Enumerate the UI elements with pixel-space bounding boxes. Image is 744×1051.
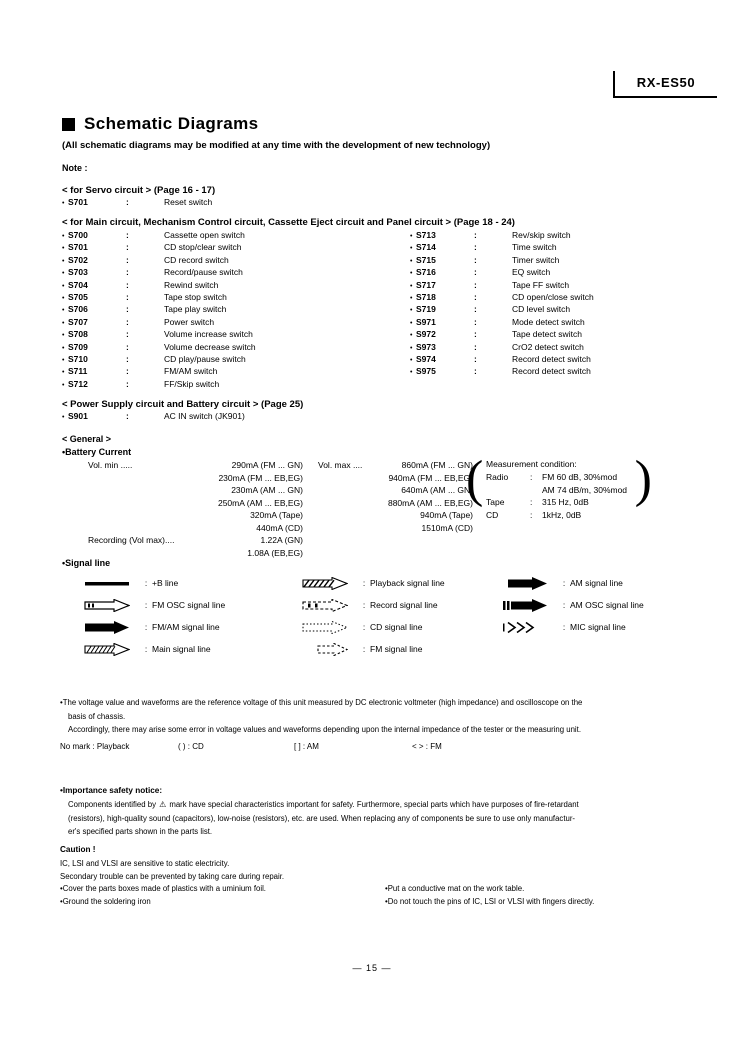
switch-description: Tape FF switch	[512, 279, 570, 290]
measurement-colon: :	[530, 509, 533, 520]
switch-row	[410, 255, 594, 267]
switch-colon: :	[474, 230, 477, 240]
signal-legend-row	[82, 572, 292, 594]
signal-legend-colon: :	[144, 578, 148, 588]
battery-current-line	[88, 510, 303, 523]
bullet-icon: •	[410, 332, 413, 340]
battery-current-value: 230mA (AM ... GN)	[231, 485, 303, 495]
battery-current-line	[88, 498, 303, 511]
measurement-marker-legend	[60, 742, 480, 751]
battery-current-value: 1.22A (GN)	[260, 535, 303, 545]
bullet-icon: •	[62, 307, 65, 315]
switch-colon: :	[474, 291, 477, 302]
model-number-box	[613, 71, 717, 98]
signal-legend-column-2	[300, 572, 490, 660]
switch-row	[62, 242, 256, 254]
vol-min-label: Vol. min .....	[88, 460, 133, 470]
switch-colon: :	[126, 304, 129, 315]
bullet-icon: •	[62, 233, 65, 240]
switch-id: S704	[68, 279, 88, 290]
switch-row	[62, 292, 256, 304]
measurement-row	[486, 485, 627, 498]
battery-current-value: 940mA (FM ... EB,EG)	[388, 472, 473, 483]
signal-legend-column-1	[82, 572, 292, 660]
main-circuit-heading: < for Main circuit, Mechanism Control circuit, Cassette Eject circuit and Panel circuit > (Page 18 - 24)	[62, 217, 515, 228]
switch-id: S718	[416, 291, 436, 302]
battery-vol-max-block	[318, 460, 473, 535]
signal-legend-colon: :	[144, 600, 148, 610]
bullet-icon: •	[62, 245, 65, 253]
signal-legend-row	[300, 616, 490, 638]
model-number: RX-ES50	[636, 75, 696, 90]
safety-notice-line-1	[68, 798, 708, 812]
switch-description: Record detect switch	[512, 353, 591, 364]
bullet-icon: •	[62, 332, 65, 340]
outline-arrow-fm-icon	[300, 642, 358, 656]
switch-colon: :	[474, 341, 477, 352]
switch-description: Cassette open switch	[164, 230, 245, 240]
square-bullet-icon	[62, 118, 75, 131]
switch-colon: :	[126, 378, 129, 389]
battery-current-value: 290mA (FM ... GN)	[231, 460, 303, 470]
switch-row	[62, 230, 256, 242]
switch-colon: :	[126, 197, 129, 207]
battery-vol-min-block	[88, 460, 303, 560]
signal-legend-label: FM signal line	[370, 644, 423, 654]
switch-description: Tape stop switch	[164, 291, 227, 302]
switch-id: S719	[416, 304, 436, 315]
measurement-condition-rows	[486, 472, 627, 522]
switch-row	[410, 304, 594, 316]
signal-legend-row	[300, 572, 490, 594]
measurement-row	[486, 510, 627, 523]
battery-current-line	[88, 535, 303, 548]
bullet-icon: •	[410, 307, 413, 315]
switch-id: S705	[68, 291, 88, 302]
switch-description: AC IN switch (JK901)	[164, 411, 245, 421]
signal-legend-row	[82, 616, 292, 638]
measurement-label	[486, 485, 530, 498]
switch-id: S711	[68, 366, 88, 377]
switch-row	[62, 379, 256, 391]
switch-description: FF/Skip switch	[164, 378, 220, 389]
battery-current-value: 640mA (AM ... GN)	[401, 485, 473, 495]
switch-row	[62, 329, 256, 341]
caution-item: •Put a conductive mat on the work table.	[385, 884, 525, 893]
signal-legend-colon: :	[144, 644, 148, 654]
bullet-icon: •	[62, 344, 65, 352]
switch-colon: :	[126, 291, 129, 302]
power-supply-circuit-heading: < Power Supply circuit and Battery circuit > (Page 25)	[62, 399, 304, 410]
dashed-arrow-record-icon	[300, 598, 358, 612]
switch-description: Record/pause switch	[164, 267, 243, 278]
switch-id: S973	[416, 341, 436, 352]
bullet-icon: •	[62, 414, 65, 421]
measurement-value: 1kHz, 0dB	[542, 509, 582, 520]
switch-row	[62, 366, 256, 378]
switch-row	[410, 354, 594, 366]
bullet-icon: •	[410, 319, 413, 327]
signal-legend-row	[82, 638, 292, 660]
switch-description: Mode detect switch	[512, 316, 585, 327]
switch-description: CD play/pause switch	[164, 353, 246, 364]
bullet-icon: •	[62, 282, 65, 290]
switch-description: Tape play switch	[164, 304, 227, 315]
battery-current-line	[88, 473, 303, 486]
servo-circuit-heading: < for Servo circuit > (Page 16 - 17)	[62, 185, 216, 196]
switch-id: S708	[68, 329, 88, 340]
switch-id: S701	[68, 197, 88, 207]
switch-description: FM/AM switch	[164, 366, 218, 377]
bullet-icon: •	[410, 257, 413, 265]
battery-current-line	[88, 460, 303, 473]
switch-id: S975	[416, 366, 436, 377]
switch-colon: :	[474, 304, 477, 315]
signal-line-heading: •Signal line	[62, 558, 111, 568]
switch-colon: :	[126, 353, 129, 364]
measurement-condition-title: Measurement condition:	[486, 459, 577, 469]
bullet-icon: •	[410, 270, 413, 278]
measurement-value: AM 74 dB/m, 30%mod	[542, 484, 628, 495]
switch-description: CD open/close switch	[512, 291, 594, 302]
general-heading: < General >	[62, 434, 112, 444]
signal-legend-row	[500, 616, 700, 638]
page-footer: — 15 —	[352, 963, 392, 973]
switch-id: S974	[416, 353, 436, 364]
switch-colon: :	[126, 279, 129, 290]
switch-description: CD record switch	[164, 254, 229, 265]
page-title-text: Schematic Diagrams	[84, 114, 259, 133]
signal-legend-colon: :	[362, 600, 366, 610]
signal-legend-row	[300, 594, 490, 616]
switch-id: S701	[68, 242, 88, 253]
signal-legend-label: CD signal line	[370, 622, 423, 632]
switch-description: Time switch	[512, 242, 557, 253]
battery-current-value: 940mA (Tape)	[420, 510, 473, 520]
signal-legend-row	[500, 594, 700, 616]
switch-id: S971	[416, 316, 436, 327]
switch-description: Rewind switch	[164, 279, 219, 290]
battery-current-value: 320mA (Tape)	[250, 510, 303, 520]
safety-notice-heading: •Importance safety notice:	[60, 786, 163, 795]
switch-colon: :	[474, 316, 477, 327]
switch-colon: :	[126, 230, 129, 240]
caution-body	[60, 857, 700, 883]
switch-id: S716	[416, 267, 436, 278]
power-supply-switch-list	[62, 411, 245, 423]
solid-arrow-am-icon	[500, 576, 558, 590]
switch-colon: :	[126, 366, 129, 377]
signal-legend-label: FM/AM signal line	[152, 622, 220, 632]
switch-id: S713	[416, 230, 436, 240]
measurement-condition-box	[466, 451, 652, 530]
safety-notice-line-3: er's specified parts shown in the parts list.	[68, 827, 213, 836]
bullet-icon: •	[410, 233, 413, 240]
signal-legend-label: AM OSC signal line	[570, 600, 644, 610]
battery-current-line	[318, 485, 473, 498]
voltage-note-line-2: basis of chassis.	[68, 711, 126, 721]
caution-item: •Ground the soldering iron	[60, 897, 151, 907]
battery-current-line	[88, 485, 303, 498]
switch-row	[410, 366, 594, 378]
battery-current-value: 880mA (AM ... EB,EG)	[387, 497, 473, 508]
switch-id: S709	[68, 341, 88, 352]
signal-legend-colon: :	[362, 578, 366, 588]
measurement-row	[486, 497, 627, 510]
bullet-icon: •	[410, 282, 413, 290]
voltage-note-line-1: •The voltage value and waveforms are the reference voltage of this unit measured by DC electronic voltmeter (high impedance) and oscilloscope on the	[60, 698, 583, 707]
switch-row	[62, 280, 256, 292]
measurement-colon	[530, 485, 542, 498]
bullet-icon: •	[410, 294, 413, 302]
switch-colon: :	[126, 411, 129, 421]
caution-item: •Cover the parts boxes made of plastics with a uminium foil.	[60, 884, 266, 893]
bullet-icon: •	[410, 369, 413, 377]
switch-id: S700	[68, 230, 88, 240]
switch-colon: :	[126, 242, 129, 253]
switch-id: S712	[68, 378, 88, 389]
hatched-arrow-playback-icon	[300, 576, 358, 590]
switch-row	[410, 280, 594, 292]
battery-current-line	[88, 548, 303, 561]
switch-colon: :	[474, 254, 477, 265]
switch-row	[62, 304, 256, 316]
measurement-row	[486, 472, 627, 485]
signal-legend-label: AM signal line	[570, 578, 623, 588]
switch-colon: :	[126, 254, 129, 265]
main-switch-list-right	[410, 230, 594, 379]
chevron-arrow-mic-icon	[500, 620, 558, 634]
measurement-colon: :	[530, 472, 533, 482]
signal-legend-row	[500, 572, 700, 594]
caution-line-1: IC, LSI and VLSI are sensitive to static electricity.	[60, 859, 230, 868]
switch-row	[62, 411, 245, 423]
switch-row	[410, 267, 594, 279]
marker-playback: No mark : Playback	[60, 742, 130, 751]
main-switch-list-left	[62, 230, 256, 391]
safety-notice-line-2: (resistors), high-quality sound (capacitors), low-noise (resistors), etc. are used. When replacing any of components be sure to use only manufactur-	[68, 813, 576, 823]
signal-legend-label: Main signal line	[152, 644, 211, 654]
battery-current-line	[318, 498, 473, 511]
bullet-icon: •	[62, 319, 65, 327]
battery-current-value: 250mA (AM ... EB,EG)	[217, 497, 303, 508]
switch-id: S702	[68, 254, 88, 265]
bullet-icon: •	[62, 369, 65, 377]
dotted-arrow-cd-icon	[300, 620, 358, 634]
signal-legend-label: Playback signal line	[370, 578, 445, 588]
caution-column-left	[60, 882, 385, 908]
switch-row	[410, 317, 594, 329]
battery-current-line	[318, 460, 473, 473]
switch-row	[62, 267, 256, 279]
switch-id: S717	[416, 279, 436, 290]
switch-row	[62, 342, 256, 354]
caution-item: •Do not touch the pins of IC, LSI or VLSI with fingers directly.	[385, 897, 595, 907]
signal-legend-colon: :	[562, 600, 566, 610]
measurement-label: Radio	[486, 472, 509, 482]
measurement-value: 315 Hz, 0dB	[542, 497, 589, 507]
switch-description: Rev/skip switch	[512, 230, 571, 240]
measurement-value: FM 60 dB, 30%mod	[542, 472, 618, 482]
battery-current-line	[318, 510, 473, 523]
caution-columns	[60, 882, 710, 908]
switch-row	[62, 255, 256, 267]
safety-line-1-post: mark have special characteristics important for safety. Furthermore, special parts which have purposes of fire-retardant	[169, 800, 579, 809]
voltage-note-line-3: Accordingly, there may arise some error in voltage values and waveforms depending upon the internal impedance of the tester or the measuring unit.	[68, 725, 581, 734]
switch-description: Record detect switch	[512, 366, 591, 377]
signal-legend-label: Record signal line	[370, 600, 438, 610]
signal-legend-row	[82, 594, 292, 616]
switch-row	[62, 317, 256, 329]
switch-colon: :	[474, 242, 477, 253]
right-paren-bracket: )	[634, 451, 652, 508]
bullet-icon: •	[62, 356, 65, 364]
signal-legend-label: +B line	[152, 578, 179, 588]
signal-legend-column-3	[500, 572, 700, 638]
switch-description: Timer switch	[512, 254, 560, 265]
battery-current-line	[88, 523, 303, 536]
switch-colon: :	[126, 329, 129, 340]
voltage-note	[60, 696, 710, 737]
switch-colon: :	[474, 279, 477, 290]
switch-row	[62, 197, 212, 209]
switch-id: S703	[68, 267, 88, 278]
bullet-icon: •	[62, 294, 65, 302]
switch-row	[410, 292, 594, 304]
switch-colon: :	[474, 267, 477, 278]
servo-switch-list	[62, 197, 212, 209]
signal-legend-colon: :	[562, 622, 566, 632]
signal-legend-row	[300, 638, 490, 660]
switch-description: Reset switch	[164, 197, 213, 207]
marker-cd: ( ) : CD	[178, 742, 204, 751]
switch-id: S706	[68, 304, 88, 315]
bullet-icon: •	[410, 245, 413, 253]
safety-line-1-pre: Components identified by	[68, 800, 156, 809]
switch-description: Volume decrease switch	[164, 341, 256, 352]
battery-current-value: 1510mA (CD)	[421, 522, 473, 533]
caution-column-right	[385, 882, 710, 908]
vol-max-label: Vol. max ....	[318, 460, 363, 470]
left-paren-bracket: (	[466, 451, 484, 508]
note-label: Note :	[62, 163, 88, 173]
measurement-condition-content	[486, 459, 627, 522]
switch-id: S715	[416, 254, 436, 265]
switch-description: Volume increase switch	[164, 329, 253, 340]
switch-id: S972	[416, 329, 436, 340]
switch-description: Tape detect switch	[512, 329, 582, 340]
marker-am: [ ] : AM	[294, 742, 319, 751]
switch-row	[410, 329, 594, 341]
switch-row	[62, 354, 256, 366]
switch-row	[410, 230, 594, 242]
switch-description: EQ switch	[512, 267, 551, 278]
marker-fm: < > : FM	[412, 742, 442, 751]
switch-row	[410, 242, 594, 254]
hollow-arrow-fm-osc-icon	[82, 598, 140, 612]
safety-notice-body	[68, 798, 708, 839]
signal-legend-colon: :	[362, 622, 366, 632]
signal-legend-label: FM OSC signal line	[152, 600, 226, 610]
warning-triangle-icon: ⚠	[159, 800, 167, 809]
switch-colon: :	[474, 366, 477, 377]
battery-current-heading: •Battery Current	[62, 447, 132, 457]
page-title	[62, 114, 258, 134]
battery-current-value: 440mA (CD)	[256, 522, 303, 533]
bullet-icon: •	[62, 270, 65, 278]
switch-colon: :	[126, 341, 129, 352]
bullet-icon: •	[62, 381, 65, 389]
bullet-icon: •	[410, 344, 413, 352]
switch-description: CD stop/clear switch	[164, 242, 242, 253]
measurement-label: Tape	[486, 497, 505, 507]
bullet-icon: •	[410, 356, 413, 364]
bullet-icon: •	[62, 200, 65, 207]
switch-id: S714	[416, 242, 436, 253]
switch-row	[410, 342, 594, 354]
signal-legend-colon: :	[144, 622, 148, 632]
signal-legend-label: MIC signal line	[570, 622, 626, 632]
battery-current-line	[318, 473, 473, 486]
switch-description: Power switch	[164, 316, 215, 327]
battery-current-value: 230mA (FM ... EB,EG)	[218, 472, 303, 483]
battery-current-value: 860mA (FM ... GN)	[401, 460, 473, 470]
switch-id: S710	[68, 353, 88, 364]
hatched-arrow-main-icon	[82, 642, 140, 656]
switch-colon: :	[474, 329, 477, 340]
switch-colon: :	[474, 353, 477, 364]
signal-legend-colon: :	[362, 644, 366, 654]
solid-line-icon	[82, 576, 140, 590]
signal-legend-colon: :	[562, 578, 566, 588]
switch-id: S901	[68, 411, 88, 421]
solid-arrow-fm-am-icon	[82, 620, 140, 634]
switch-colon: :	[126, 316, 129, 327]
page-subtitle: (All schematic diagrams may be modified at any time with the development of new technology)	[62, 140, 491, 151]
recording-vol-max-label: Recording (Vol max)....	[88, 535, 175, 545]
caution-heading: Caution !	[60, 845, 96, 854]
measurement-label: CD	[486, 509, 499, 520]
switch-id: S707	[68, 316, 88, 327]
switch-description: CD level switch	[512, 304, 571, 315]
switch-description: CrO2 detect switch	[512, 341, 584, 352]
battery-current-value: 1.08A (EB,EG)	[247, 547, 303, 558]
measurement-colon: :	[530, 497, 533, 507]
barred-arrow-am-osc-icon	[500, 598, 558, 612]
battery-current-line	[318, 523, 473, 536]
caution-line-2: Secondary trouble can be prevented by taking care during repair.	[60, 872, 285, 882]
switch-colon: :	[126, 267, 129, 278]
bullet-icon: •	[62, 257, 65, 265]
